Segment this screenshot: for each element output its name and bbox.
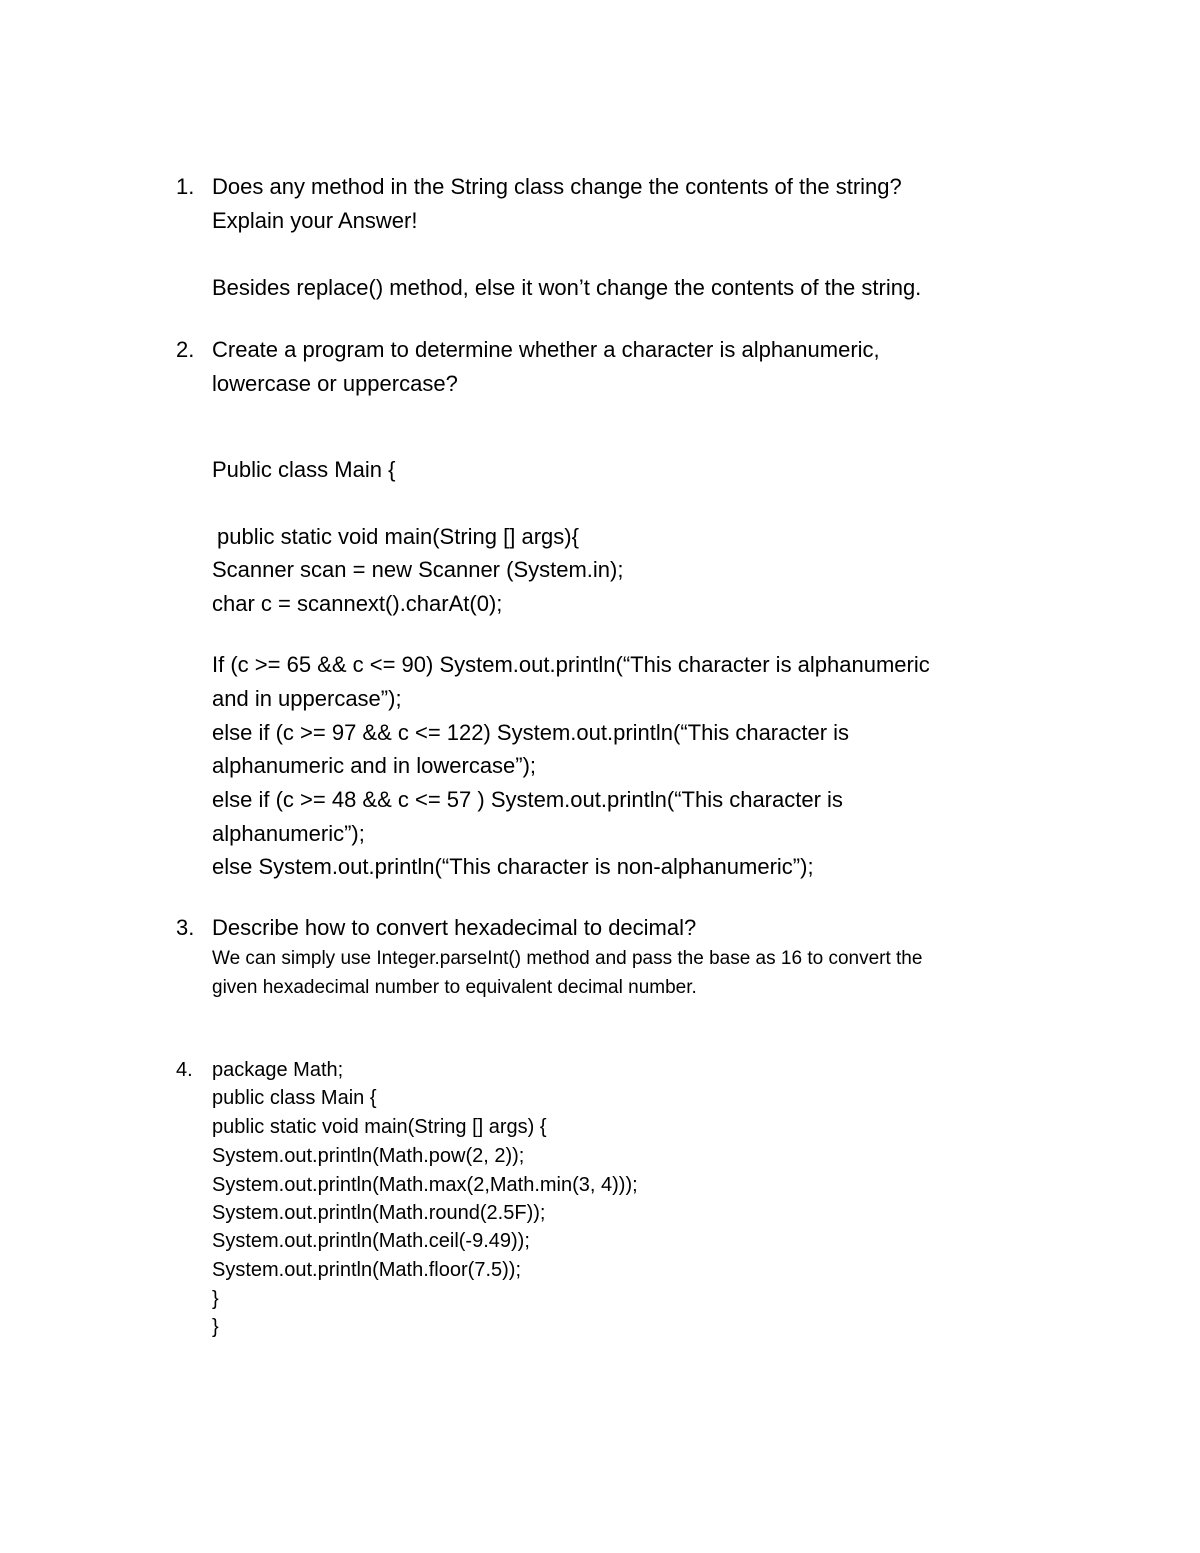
q4-code-line: public static void main(String [] args) { bbox=[212, 1116, 547, 1138]
q1-question-line: Does any method in the String class change the contents of the string? bbox=[212, 174, 902, 199]
q1-number: 1. bbox=[176, 174, 195, 199]
q2-code-line: else if (c >= 48 && c <= 57 ) System.out.println(“This character is bbox=[212, 787, 843, 812]
q2-code-line: Scanner scan = new Scanner (System.in); bbox=[212, 557, 624, 582]
q4-code-line: System.out.println(Math.max(2,Math.min(3, 4))); bbox=[212, 1174, 638, 1196]
q4-code-line: } bbox=[212, 1288, 219, 1310]
q4-number: 4. bbox=[176, 1059, 193, 1081]
q2-code-line: Public class Main { bbox=[212, 457, 396, 482]
q2-code-line: else System.out.println(“This character is non-alphanumeric”); bbox=[212, 854, 814, 879]
q2-code-line: alphanumeric and in lowercase”); bbox=[212, 753, 537, 778]
q4-code-line: } bbox=[212, 1316, 219, 1338]
q2-code-line: public static void main(String [] args){ bbox=[217, 524, 579, 549]
q2-code-line: char c = scannext().charAt(0); bbox=[212, 591, 503, 616]
q2-code-line: and in uppercase”); bbox=[212, 686, 402, 711]
q4-code-line: System.out.println(Math.ceil(-9.49)); bbox=[212, 1230, 530, 1252]
q2-code-line: alphanumeric”); bbox=[212, 821, 365, 846]
q2-code-line: else if (c >= 97 && c <= 122) System.out.println(“This character is bbox=[212, 720, 850, 745]
q2-number: 2. bbox=[176, 337, 195, 362]
q4-code-line: package Math; bbox=[212, 1059, 344, 1081]
q3-answer-line: We can simply use Integer.parseInt() method and pass the base as 16 to convert the bbox=[212, 948, 923, 969]
q1-answer: Besides replace() method, else it won’t change the contents of the string. bbox=[212, 275, 922, 300]
q2-code-line: If (c >= 65 && c <= 90) System.out.println(“This character is alphanumeric bbox=[212, 652, 930, 677]
q4-code-line: System.out.println(Math.floor(7.5)); bbox=[212, 1259, 521, 1281]
q2-question-line: lowercase or uppercase? bbox=[212, 371, 458, 396]
q3-answer-line: given hexadecimal number to equivalent decimal number. bbox=[212, 977, 697, 998]
q1-question-line: Explain your Answer! bbox=[212, 208, 418, 233]
q2-question-line: Create a program to determine whether a character is alphanumeric, bbox=[212, 337, 880, 362]
q3-number: 3. bbox=[176, 915, 195, 940]
q4-code-line: public class Main { bbox=[212, 1087, 377, 1109]
q4-code-line: System.out.println(Math.pow(2, 2)); bbox=[212, 1145, 525, 1167]
q3-question: Describe how to convert hexadecimal to decimal? bbox=[212, 915, 697, 940]
q4-code-line: System.out.println(Math.round(2.5F)); bbox=[212, 1202, 546, 1224]
